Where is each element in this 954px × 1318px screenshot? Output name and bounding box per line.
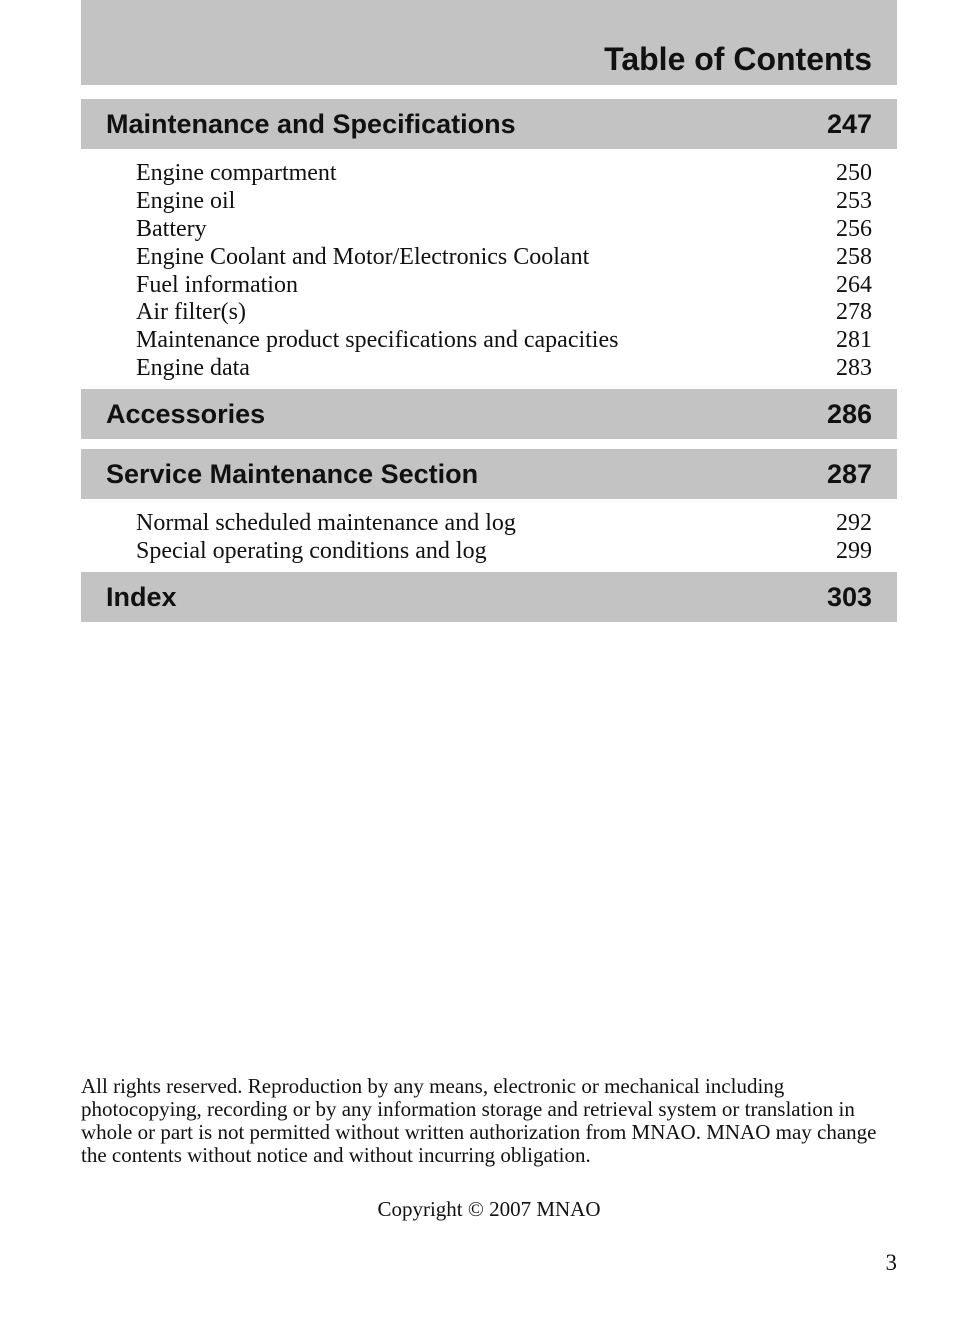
entry-label: Special operating conditions and log bbox=[136, 537, 487, 564]
entry-page: 264 bbox=[836, 271, 872, 298]
entry-page: 281 bbox=[836, 327, 872, 354]
entry-label: Engine Coolant and Motor/Electronics Coolant bbox=[136, 243, 590, 270]
rights-notice: All rights reserved. Reproduction by any means, electronic or mechanical including photocopying, recording or by any information storage and retrieval system or translation in whole or part is not permitted without written authorization from MNAO. MNAO may change the contents without notice and without incurring obligation. bbox=[81, 1074, 877, 1167]
entry-page: 283 bbox=[836, 355, 872, 382]
toc-entry[interactable] bbox=[136, 355, 872, 383]
toc-entry[interactable] bbox=[136, 216, 872, 244]
entry-label: Battery bbox=[136, 215, 207, 242]
entry-page: 253 bbox=[836, 187, 872, 214]
entry-label: Maintenance product specifications and capacities bbox=[136, 327, 619, 354]
entry-page: 256 bbox=[836, 215, 872, 242]
section-title: Index bbox=[106, 582, 177, 612]
toc-entry[interactable] bbox=[136, 188, 872, 216]
section-service-maintenance[interactable] bbox=[81, 449, 897, 499]
section-page-number: 303 bbox=[826, 582, 872, 612]
entry-page: 292 bbox=[836, 510, 872, 536]
section-entry-list bbox=[136, 160, 872, 383]
header-bar bbox=[81, 0, 897, 85]
entry-page: 299 bbox=[836, 537, 872, 564]
entry-label: Air filter(s) bbox=[136, 299, 246, 326]
entry-label: Normal scheduled maintenance and log bbox=[136, 510, 516, 536]
section-maintenance-specifications[interactable] bbox=[81, 99, 897, 149]
toc-entry[interactable] bbox=[136, 272, 872, 300]
copyright-notice: Copyright © 2007 MNAO bbox=[377, 1197, 601, 1221]
entry-page: 278 bbox=[836, 299, 872, 326]
section-title: Service Maintenance Section bbox=[106, 459, 479, 489]
section-page-number: 247 bbox=[826, 109, 872, 139]
entry-label: Engine data bbox=[136, 355, 250, 382]
toc-entry[interactable] bbox=[136, 160, 872, 188]
entry-label: Fuel information bbox=[136, 271, 298, 298]
entry-label: Engine compartment bbox=[136, 160, 337, 186]
toc-entry[interactable] bbox=[136, 244, 872, 272]
toc-entry[interactable] bbox=[136, 510, 872, 538]
entry-page: 250 bbox=[836, 160, 872, 186]
section-entry-list bbox=[136, 510, 872, 566]
entry-label: Engine oil bbox=[136, 187, 236, 214]
section-accessories[interactable] bbox=[81, 389, 897, 439]
page-number: 3 bbox=[885, 1250, 897, 1275]
section-title: Accessories bbox=[106, 399, 266, 429]
section-page-number: 287 bbox=[826, 459, 872, 489]
page-title: Table of Contents bbox=[604, 41, 872, 77]
toc-entry[interactable] bbox=[136, 299, 872, 327]
toc-entry[interactable] bbox=[136, 538, 872, 566]
toc-entry[interactable] bbox=[136, 327, 872, 355]
section-index[interactable] bbox=[81, 572, 897, 622]
section-title: Maintenance and Specifications bbox=[106, 109, 516, 139]
entry-page: 258 bbox=[836, 243, 872, 270]
section-page-number: 286 bbox=[826, 399, 872, 429]
